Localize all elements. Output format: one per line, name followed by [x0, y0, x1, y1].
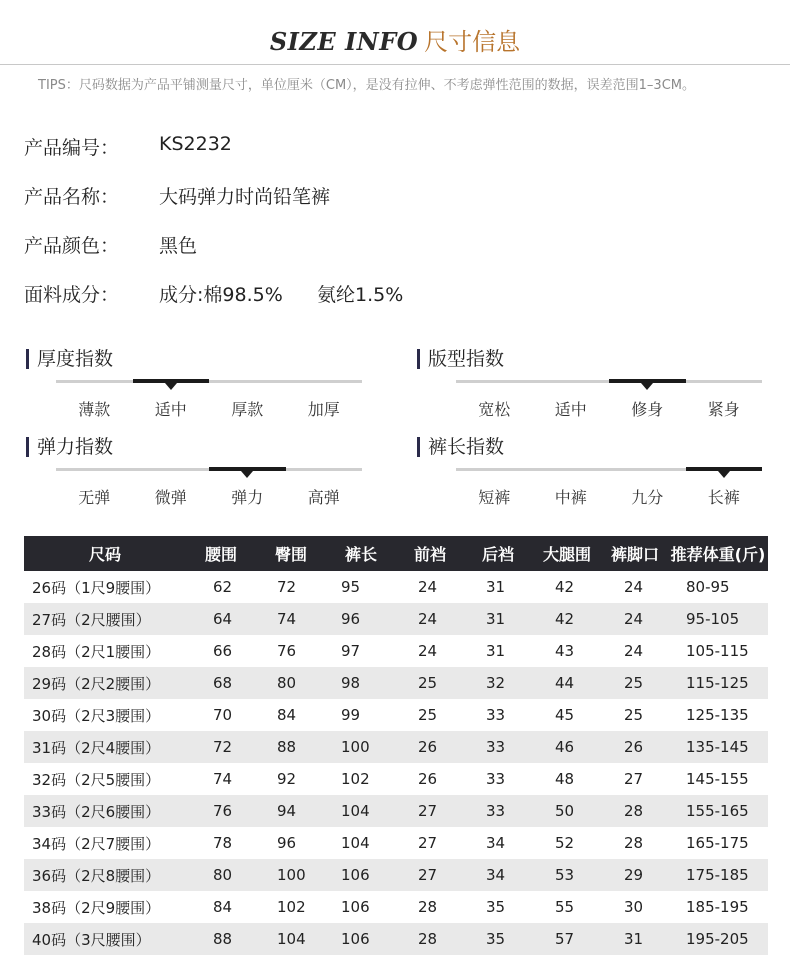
table-cell: 104 [341, 834, 370, 852]
table-cell: 40码（3尺腰围） [24, 923, 186, 955]
table-cell: 28 [602, 795, 668, 827]
header-waist: 腰围 [186, 536, 256, 571]
length-option: 长裤 [707, 488, 740, 507]
table-cell: 76 [277, 642, 297, 660]
size-table [24, 536, 768, 955]
table-cell: 33 [486, 706, 506, 724]
table-cell: 35 [486, 898, 506, 916]
thickness-option: 加厚 [307, 400, 340, 419]
table-cell: 80 [256, 667, 326, 699]
header-back-rise: 后裆 [464, 536, 532, 571]
table-cell: 99 [341, 706, 361, 724]
table-row [24, 859, 768, 891]
name-label: 产品名称： [24, 186, 120, 208]
table-cell: 25 [396, 667, 464, 699]
table-row [24, 667, 768, 699]
elasticity-index [26, 437, 366, 507]
table-cell: 28 [418, 898, 438, 916]
table-cell: 104 [256, 923, 326, 955]
table-cell: 135-145 [668, 731, 768, 763]
table-cell: 46 [532, 731, 602, 763]
table-cell: 42 [532, 603, 602, 635]
table-cell: 26 [396, 731, 464, 763]
table-row [24, 731, 768, 763]
table-cell: 84 [277, 706, 297, 724]
table-cell: 72 [186, 731, 256, 763]
table-cell: 57 [532, 923, 602, 955]
table-cell: 53 [532, 859, 602, 891]
table-cell: 35 [464, 923, 532, 955]
color-label: 产品颜色： [24, 235, 120, 257]
table-cell: 31 [486, 642, 506, 660]
table-cell: 25 [624, 706, 644, 724]
table-cell: 76 [186, 795, 256, 827]
length-option: 九分 [631, 488, 664, 507]
size-table-header-row [24, 536, 768, 571]
table-cell: 115-125 [668, 667, 768, 699]
title-en: SIZE INFO [269, 27, 419, 56]
table-cell: 102 [277, 898, 306, 916]
table-cell: 96 [326, 603, 396, 635]
table-cell: 24 [624, 578, 644, 596]
thickness-index-title: 厚度指数 [26, 349, 113, 369]
table-cell: 24 [602, 603, 668, 635]
table-cell: 155-165 [668, 795, 768, 827]
length-option: 中裤 [554, 488, 587, 507]
thickness-index [26, 349, 366, 419]
header-divider [0, 64, 790, 65]
table-row [24, 923, 768, 955]
table-cell: 25 [602, 667, 668, 699]
tips-text: TIPS：尺码数据为产品平铺测量尺寸，单位厘米（CM），是没有拉伸、不考虑弹性范围的数据，误差范围1–3CM。 [38, 78, 695, 93]
table-cell: 106 [326, 859, 396, 891]
table-row [24, 635, 768, 667]
table-cell: 74 [213, 770, 233, 788]
page-header [0, 22, 790, 57]
table-cell: 96 [277, 834, 297, 852]
elasticity-option: 无弹 [78, 488, 111, 507]
table-cell: 34码（2尺7腰围） [32, 834, 161, 853]
header-front-rise: 前裆 [396, 536, 464, 571]
elasticity-index-title: 弹力指数 [26, 437, 113, 457]
header-hip: 臀围 [256, 536, 326, 571]
table-cell: 38码（2尺9腰围） [32, 898, 161, 917]
fit-option: 修身 [631, 400, 664, 419]
elasticity-option: 微弹 [154, 488, 187, 507]
table-row [24, 763, 768, 795]
table-cell: 34 [486, 834, 506, 852]
table-cell: 27 [624, 770, 644, 788]
table-cell: 74 [256, 603, 326, 635]
fabric-value-spandex: 氨纶1.5% [317, 284, 404, 306]
table-cell: 28码（2尺1腰围） [32, 642, 161, 661]
triangle-pointer-icon [718, 471, 730, 478]
table-cell: 44 [532, 667, 602, 699]
table-cell: 102 [341, 770, 370, 788]
color-value: 黑色 [159, 235, 198, 257]
table-cell: 125-135 [686, 706, 749, 724]
table-cell: 78 [213, 834, 233, 852]
table-cell: 33 [464, 795, 532, 827]
fit-index-title: 版型指数 [417, 349, 504, 369]
table-cell: 33 [464, 731, 532, 763]
table-cell: 95-105 [668, 603, 768, 635]
table-cell: 106 [326, 923, 396, 955]
table-cell: 36码（2尺8腰围） [24, 859, 186, 891]
fit-option: 适中 [554, 400, 587, 419]
table-row [24, 571, 768, 603]
table-cell: 27码（2尺腰围） [24, 603, 186, 635]
table-cell: 27 [396, 795, 464, 827]
table-cell: 27 [396, 859, 464, 891]
table-cell: 106 [341, 898, 370, 916]
table-cell: 24 [624, 642, 644, 660]
table-cell: 31 [486, 578, 506, 596]
table-cell: 24 [396, 603, 464, 635]
table-cell: 32码（2尺5腰围） [32, 770, 161, 789]
table-cell: 34 [464, 859, 532, 891]
elasticity-option: 高弹 [307, 488, 340, 507]
fit-index [417, 349, 757, 419]
table-cell: 105-115 [686, 642, 749, 660]
table-cell: 98 [326, 667, 396, 699]
fabric-label: 面料成分： [24, 284, 120, 306]
table-cell: 72 [277, 578, 297, 596]
fabric-value-cotton: 成分:棉98.5% [159, 284, 283, 306]
table-row [24, 603, 768, 635]
table-cell: 28 [624, 834, 644, 852]
header-thigh: 大腿围 [532, 536, 602, 571]
table-cell: 31 [602, 923, 668, 955]
table-cell: 43 [555, 642, 575, 660]
table-cell: 28 [396, 923, 464, 955]
code-label: 产品编号： [24, 137, 120, 159]
table-row [24, 795, 768, 827]
fit-option: 紧身 [707, 400, 740, 419]
triangle-pointer-icon [165, 383, 177, 390]
table-cell: 33 [486, 770, 506, 788]
table-cell: 52 [555, 834, 575, 852]
table-cell: 29 [602, 859, 668, 891]
table-cell: 165-175 [686, 834, 749, 852]
table-cell: 175-185 [668, 859, 768, 891]
table-cell: 145-155 [686, 770, 749, 788]
name-value: 大码弹力时尚铅笔裤 [159, 186, 331, 208]
table-cell: 42 [555, 578, 575, 596]
table-cell: 31 [464, 603, 532, 635]
thickness-option: 适中 [154, 400, 187, 419]
table-cell: 100 [326, 731, 396, 763]
table-cell: 26 [602, 731, 668, 763]
table-cell: 55 [555, 898, 575, 916]
table-cell: 26码（1尺9腰围） [32, 578, 161, 597]
table-row [24, 891, 768, 923]
table-cell: 94 [256, 795, 326, 827]
table-cell: 80-95 [686, 578, 730, 596]
triangle-pointer-icon [641, 383, 653, 390]
thickness-option: 厚款 [231, 400, 264, 419]
table-cell: 95 [341, 578, 361, 596]
table-cell: 92 [277, 770, 297, 788]
fit-index-track [456, 380, 762, 383]
header-size: 尺码 [24, 536, 186, 571]
thickness-option: 薄款 [78, 400, 111, 419]
table-cell: 62 [213, 578, 233, 596]
table-cell: 100 [256, 859, 326, 891]
table-cell: 88 [256, 731, 326, 763]
table-cell: 50 [532, 795, 602, 827]
table-cell: 32 [464, 667, 532, 699]
table-cell: 30码（2尺3腰围） [32, 706, 161, 725]
length-index-title: 裤长指数 [417, 437, 504, 457]
thickness-index-track [56, 380, 362, 383]
header-length: 裤长 [326, 536, 396, 571]
table-cell: 24 [418, 578, 438, 596]
table-cell: 31码（2尺4腰围） [24, 731, 186, 763]
table-cell: 195-205 [668, 923, 768, 955]
table-cell: 88 [186, 923, 256, 955]
table-row [24, 827, 768, 859]
table-cell: 48 [555, 770, 575, 788]
thickness-index-selected-marker [133, 379, 210, 383]
table-cell: 66 [213, 642, 233, 660]
table-cell: 64 [186, 603, 256, 635]
table-cell: 24 [418, 642, 438, 660]
code-value: KS2232 [159, 133, 232, 155]
elasticity-index-selected-marker [209, 467, 286, 471]
length-option: 短裤 [478, 488, 511, 507]
table-cell: 25 [418, 706, 438, 724]
length-index-selected-marker [686, 467, 763, 471]
header-weight: 推荐体重(斤) [668, 536, 768, 571]
triangle-pointer-icon [241, 471, 253, 478]
table-cell: 70 [213, 706, 233, 724]
table-cell: 68 [186, 667, 256, 699]
table-cell: 33码（2尺6腰围） [24, 795, 186, 827]
fit-option: 宽松 [478, 400, 511, 419]
length-index-track [456, 468, 762, 471]
table-cell: 27 [418, 834, 438, 852]
elasticity-index-track [56, 468, 362, 471]
fit-index-selected-marker [609, 379, 686, 383]
header-leg-opening: 裤脚口 [602, 536, 668, 571]
table-cell: 97 [341, 642, 361, 660]
table-cell: 45 [555, 706, 575, 724]
table-row [24, 699, 768, 731]
table-cell: 185-195 [686, 898, 749, 916]
table-cell: 80 [186, 859, 256, 891]
table-cell: 26 [418, 770, 438, 788]
length-index [417, 437, 757, 507]
table-cell: 84 [213, 898, 233, 916]
elasticity-option: 弹力 [231, 488, 264, 507]
table-cell: 29码（2尺2腰围） [24, 667, 186, 699]
title-cn: 尺寸信息 [424, 28, 521, 56]
table-cell: 104 [326, 795, 396, 827]
table-cell: 30 [624, 898, 644, 916]
